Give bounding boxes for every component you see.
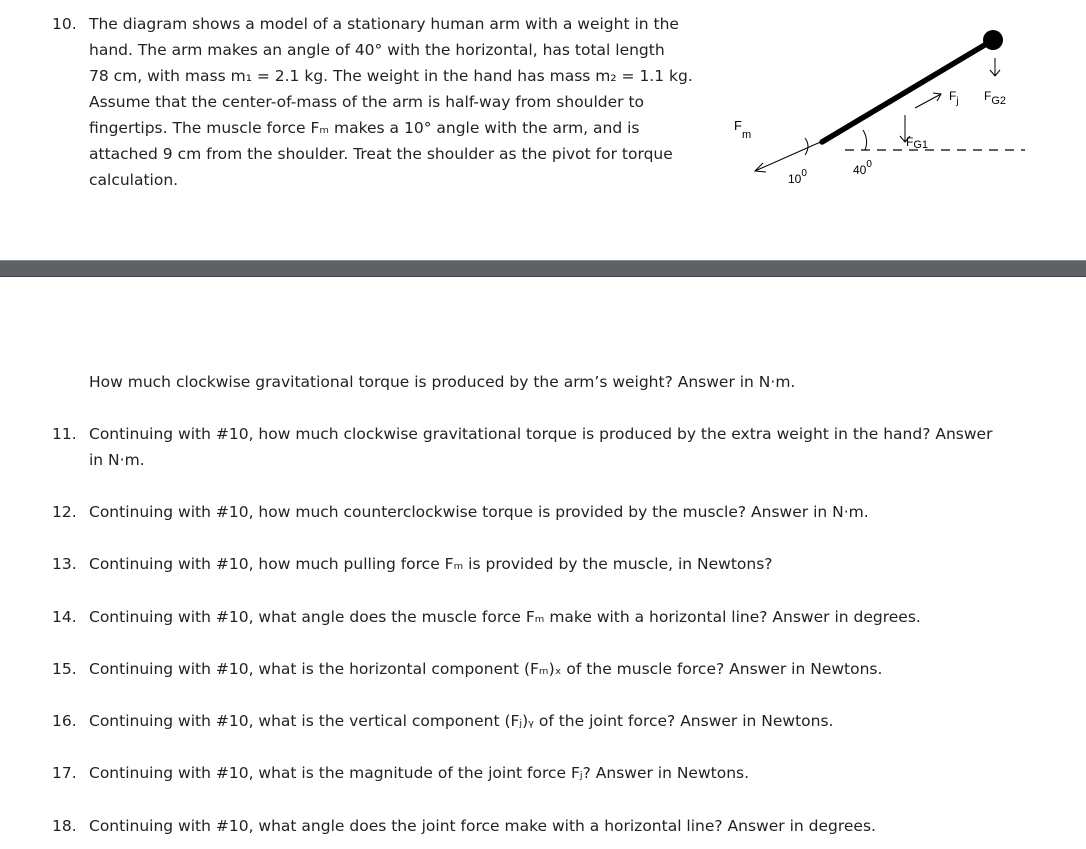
question-number: 15. <box>52 660 77 678</box>
question-12 <box>52 499 1062 525</box>
question-text <box>89 11 709 193</box>
question-number: 17. <box>52 764 77 782</box>
fg2-label: FG2 <box>984 89 1007 107</box>
question-line: Assume that the center-of-mass of the arm is half-way from shoulder to <box>89 93 645 111</box>
question-17 <box>52 760 1062 786</box>
question-number: 16. <box>52 712 77 730</box>
fj-label: $F_j$ <box>949 89 959 107</box>
question-text: Continuing with #10, what is the horizontal component (Fₘ)ₓ of the muscle force? Answer in Newtons. <box>89 660 883 678</box>
question-line: 78 cm, with mass m₁ = 2.1 kg. The weight in the hand has mass m₂ = 1.1 kg. <box>89 67 693 85</box>
question-13 <box>52 551 1062 577</box>
fm-arrow-line <box>755 140 825 171</box>
question-line: The diagram shows a model of a stationary human arm with a weight in the <box>89 15 679 33</box>
fm-arrowhead <box>755 163 766 172</box>
question-text: Continuing with #10, what is the magnitude of the joint force Fⱼ? Answer in Newtons. <box>89 764 750 782</box>
question-18 <box>52 813 1062 839</box>
question-line: attached 9 cm from the shoulder. Treat the shoulder as the pivot for torque <box>89 145 673 163</box>
question-line: fingertips. The muscle force Fₘ makes a 10° angle with the arm, and is <box>89 119 640 137</box>
fg1-label: FG1 <box>906 135 929 151</box>
question-16 <box>52 708 1062 734</box>
question-15 <box>52 656 1062 682</box>
question-10-continued: How much clockwise gravitational torque is produced by the arm’s weight? Answer in N·m. <box>89 373 796 391</box>
question-line: Continuing with #10, how much clockwise gravitational torque is produced by the extra weight in the hand? Answer <box>89 425 993 443</box>
question-text: Continuing with #10, what angle does the muscle force Fₘ make with a horizontal line? Answer in degrees. <box>89 608 921 626</box>
question-number: 12. <box>52 503 77 521</box>
question-line: calculation. <box>89 171 179 189</box>
arm-bar <box>822 40 993 142</box>
question-line: hand. The arm makes an angle of 40° with the horizontal, has total length <box>89 41 665 59</box>
question-text: Continuing with #10, how much pulling force Fₘ is provided by the muscle, in Newtons? <box>89 555 773 573</box>
question-14 <box>52 604 1062 630</box>
hand-weight <box>983 30 1003 50</box>
question-10 <box>52 11 712 193</box>
question-number: 13. <box>52 555 77 573</box>
question-text: Continuing with #10, how much counterclockwise torque is provided by the muscle? Answer in N·m. <box>89 503 869 521</box>
arm-force-diagram <box>725 20 1045 200</box>
question-number: 18. <box>52 817 77 835</box>
question-number: 11. <box>52 425 77 443</box>
fm-label: $F_m$ <box>734 118 752 141</box>
question-11 <box>52 421 1062 473</box>
angle-label-10: $10^0$ <box>788 168 807 186</box>
question-number: 14. <box>52 608 77 626</box>
question-text: Continuing with #10, what angle does the joint force make with a horizontal line? Answer in degrees. <box>89 817 876 835</box>
question-text <box>89 421 1062 473</box>
fj-arrowhead <box>933 93 941 101</box>
angle-arc-40 <box>863 130 867 150</box>
angle-label-40: $40^0$ <box>853 159 872 177</box>
question-text: Continuing with #10, what is the vertical component (Fⱼ)ᵧ of the joint force? Answer in Newtons. <box>89 712 834 730</box>
angle-arc-10 <box>805 138 808 155</box>
question-number: 10. <box>52 15 77 33</box>
question-line: in N·m. <box>89 451 145 469</box>
page-divider-bar <box>0 260 1086 277</box>
